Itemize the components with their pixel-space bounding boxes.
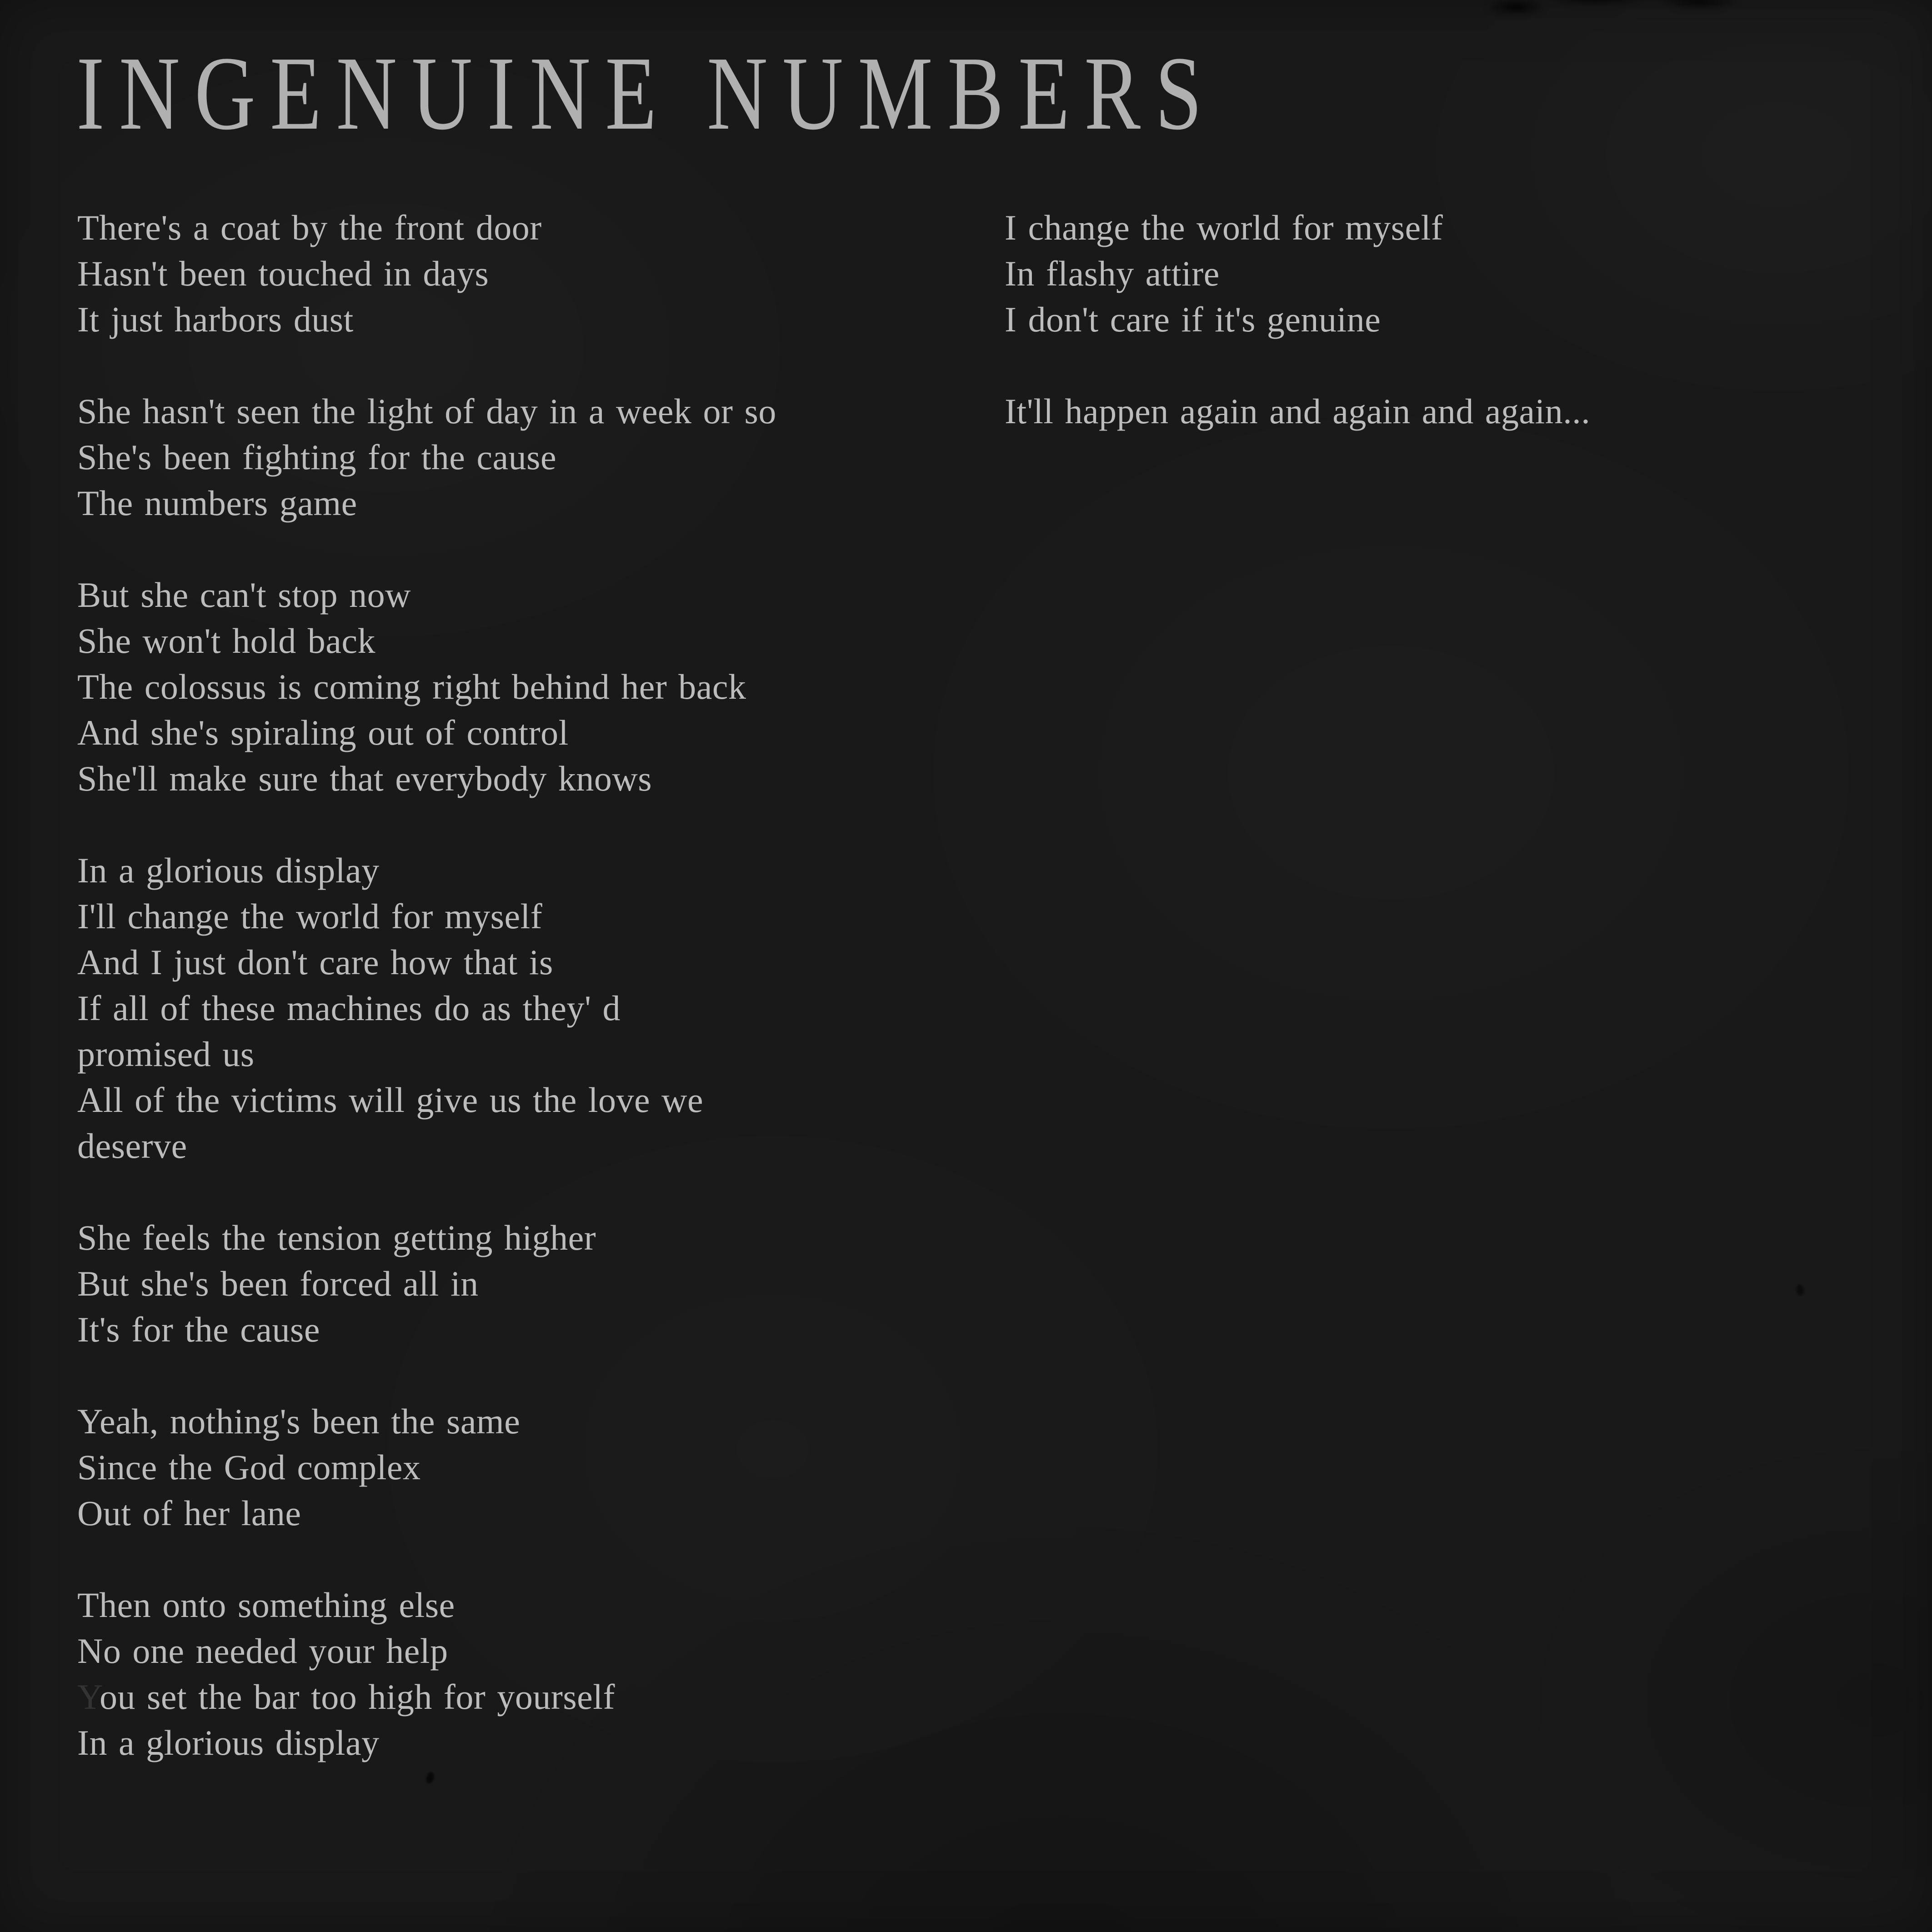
lyric-line: In a glorious display	[77, 1723, 380, 1762]
page-title: INGENUINE NUMBERS	[76, 35, 1217, 152]
lyric-line: She's been fighting for the cause	[77, 437, 557, 477]
lyric-line: Then onto something else	[77, 1585, 455, 1625]
lyric-line: I don't care if it's genuine	[1005, 300, 1381, 339]
lyric-line: Hasn't been touched in days	[77, 254, 489, 293]
lyric-line: She won't hold back	[77, 621, 375, 661]
stanza	[1005, 205, 1590, 342]
lyric-line: Yeah, nothing's been the same	[77, 1401, 521, 1441]
lyric-line: deserve	[77, 1126, 187, 1166]
lyrics-column-left	[77, 205, 776, 1812]
lyric-line: No one needed your help	[77, 1631, 448, 1671]
stanza	[1005, 388, 1590, 434]
lyric-line: But she's been forced all in	[77, 1264, 479, 1303]
paper-crease-texture	[1482, 0, 1764, 26]
lyric-line: There's a coat by the front door	[77, 208, 542, 247]
lyric-line: promised us	[77, 1034, 255, 1074]
lyric-line: Out of her lane	[77, 1493, 301, 1533]
stanza	[77, 572, 776, 801]
stanza	[77, 1215, 776, 1352]
lyric-line: And I just don't care how that is	[77, 942, 553, 982]
lyric-line: And she's spiraling out of control	[77, 713, 569, 752]
lyric-line-faded-initial	[77, 1674, 776, 1720]
faded-letter: Y	[77, 1677, 100, 1717]
lyric-line: All of the victims will give us the love we	[77, 1080, 704, 1120]
lyric-line: In a glorious display	[77, 851, 380, 890]
lyrics-column-right	[1005, 205, 1590, 480]
stanza	[77, 388, 776, 526]
stanza	[77, 847, 776, 1169]
lyric-line: She'll make sure that everybody knows	[77, 759, 652, 798]
stanza	[77, 205, 776, 342]
lyric-line: It'll happen again and again and again...	[1005, 391, 1591, 431]
lyric-line: It's for the cause	[77, 1310, 320, 1349]
stanza	[77, 1398, 776, 1536]
stanza	[77, 1582, 776, 1766]
lyric-line: I change the world for myself	[1005, 208, 1443, 247]
lyric-line: In flashy attire	[1005, 254, 1220, 293]
lyric-line: She hasn't seen the light of day in a week or so	[77, 391, 776, 431]
lyric-line: The numbers game	[77, 483, 357, 523]
lyric-line-rest: ou set the bar too high for yourself	[100, 1677, 615, 1717]
ink-speck	[1796, 1284, 1805, 1296]
lyric-line: She feels the tension getting higher	[77, 1218, 596, 1257]
lyric-line: If all of these machines do as they' d	[77, 988, 621, 1028]
lyric-line: I'll change the world for myself	[77, 896, 543, 936]
lyric-line: But she can't stop now	[77, 575, 411, 615]
lyric-line: The colossus is coming right behind her back	[77, 667, 746, 706]
lyric-line: Since the God complex	[77, 1447, 421, 1487]
lyric-line: It just harbors dust	[77, 300, 354, 339]
